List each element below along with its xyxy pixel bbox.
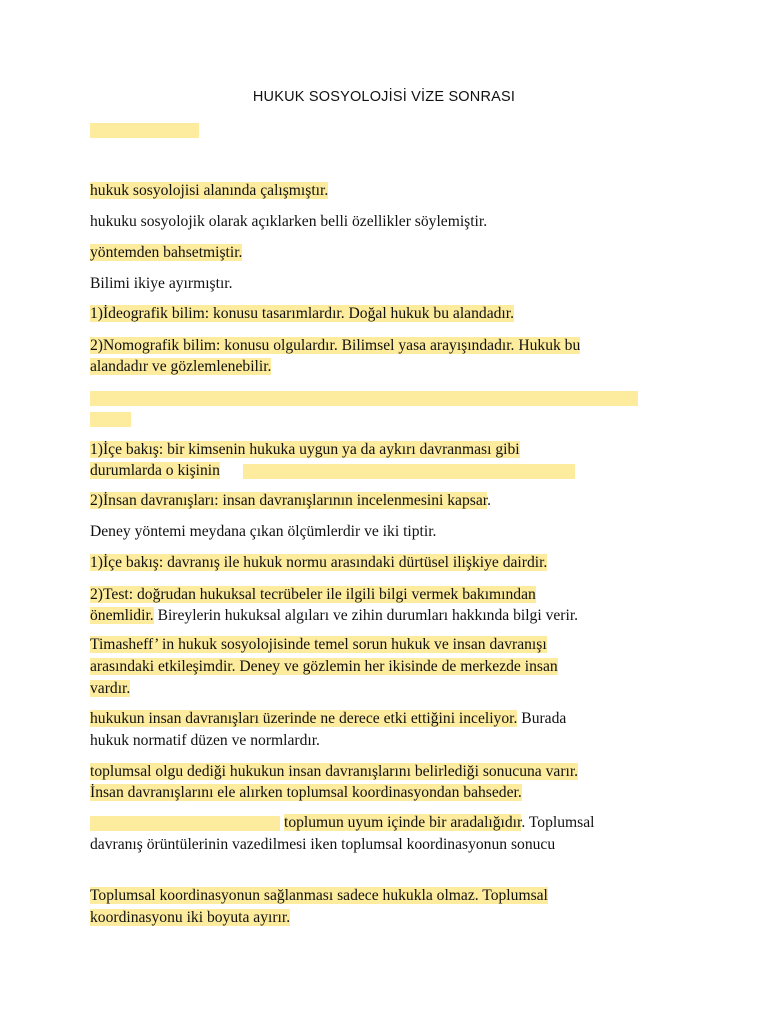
paragraph-line — [90, 584, 536, 606]
text: Bilimi ikiye ayırmıştır. — [90, 275, 233, 292]
highlighted-text: toplumsal olgu dediği hukukun insan davranışlarını belirlediği sonucuna varır. — [90, 763, 579, 780]
highlighted-text: 2)Nomografik bilim: konusu olgulardır. Bilimsel yasa arayışındadır. Hukuk bu — [90, 337, 581, 354]
highlighted-text: önemlidir. — [90, 607, 154, 624]
highlighted-text: arasındaki etkileşimdir. Deney ve gözlemin her ikisinde de merkezde insan — [90, 658, 558, 675]
highlighted-text: İnsan davranışlarını ele alırken toplumsal koordinasyondan bahseder. — [90, 784, 522, 801]
highlight-bar — [90, 816, 280, 831]
highlighted-text: vardır. — [90, 680, 131, 697]
highlighted-text: toplumun uyum içinde bir aradalığıdır — [284, 814, 522, 831]
highlighted-text: 1)İçe bakış: bir kimsenin hukuka uygun ya da aykırı davranması gibi — [90, 441, 520, 458]
paragraph-line — [90, 656, 558, 678]
text: Bireylerin hukuksal algıları ve zihin durumları hakkında bilgi verir. — [153, 607, 579, 624]
paragraph-line — [90, 834, 555, 856]
highlight-bar — [90, 123, 199, 138]
text: Burada — [517, 710, 567, 727]
highlighted-text: 1)İçe bakış: davranış ile hukuk normu arasındaki dürtüsel ilişkiye dairdir. — [90, 554, 548, 571]
paragraph-line — [90, 490, 491, 512]
paragraph-line — [90, 885, 548, 907]
paragraph-line — [90, 730, 320, 752]
text: . — [487, 492, 491, 509]
paragraph-line — [90, 273, 233, 295]
highlighted-text: hukuk sosyolojisi alanında çalışmıştır. — [90, 182, 329, 199]
paragraph-line — [90, 180, 328, 202]
text: Deney yöntemi meydana çıkan ölçümlerdir ve iki tiptir. — [90, 523, 437, 540]
paragraph-line — [90, 907, 290, 929]
highlight-bar — [90, 412, 131, 427]
highlighted-text: durumlarda o kişinin — [90, 462, 220, 479]
text: hukuk normatif düzen ve normlardır. — [90, 732, 320, 749]
highlighted-text: Toplumsal koordinasyonun sağlanması sadece hukukla olmaz. Toplumsal — [90, 887, 548, 904]
paragraph-line — [90, 439, 520, 461]
text: davranış örüntülerinin vazedilmesi iken toplumsal koordinasyonun sonucu — [90, 836, 556, 853]
paragraph-line — [90, 708, 566, 730]
paragraph-line — [90, 335, 580, 357]
document-title: HUKUK SOSYOLOJİSİ VİZE SONRASI — [252, 89, 516, 105]
highlighted-text: 1)İdeografik bilim: konusu tasarımlardır. Doğal hukuk bu alandadır. — [90, 305, 514, 322]
highlighted-text: yöntemden bahsetmiştir. — [90, 244, 243, 261]
highlighted-text: 2)Test: doğrudan hukuksal tecrübeler ile ilgili bilgi vermek bakımından — [90, 586, 536, 603]
highlight-bar — [90, 391, 638, 406]
paragraph-line — [90, 552, 547, 574]
paragraph-line — [284, 812, 594, 834]
highlighted-text: Timasheff’ in hukuk sosyolojisinde temel sorun hukuk ve insan davranışı — [90, 636, 547, 653]
text: . Toplumsal — [521, 814, 595, 831]
paragraph-line — [90, 678, 130, 700]
paragraph-line — [90, 211, 487, 233]
paragraph-line — [90, 303, 514, 325]
paragraph-line — [90, 761, 578, 783]
highlight-bar — [243, 464, 575, 479]
paragraph-line — [90, 242, 242, 264]
paragraph-line — [90, 634, 547, 656]
text: hukuku sosyolojik olarak açıklarken belli özellikler söylemiştir. — [90, 213, 488, 230]
paragraph-line — [90, 605, 578, 627]
paragraph-line — [90, 782, 522, 804]
highlighted-text: alandadır ve gözlemlenebilir. — [90, 358, 272, 375]
highlighted-text: 2)İnsan davranışları: insan davranışlarının incelenmesini kapsar — [90, 492, 488, 509]
paragraph-line — [90, 521, 436, 543]
paragraph-line — [90, 460, 220, 482]
paragraph-line — [90, 356, 271, 378]
highlighted-text: hukukun insan davranışları üzerinde ne derece etki ettiğini inceliyor. — [90, 710, 518, 727]
highlighted-text: koordinasyonu iki boyuta ayırır. — [90, 909, 291, 926]
